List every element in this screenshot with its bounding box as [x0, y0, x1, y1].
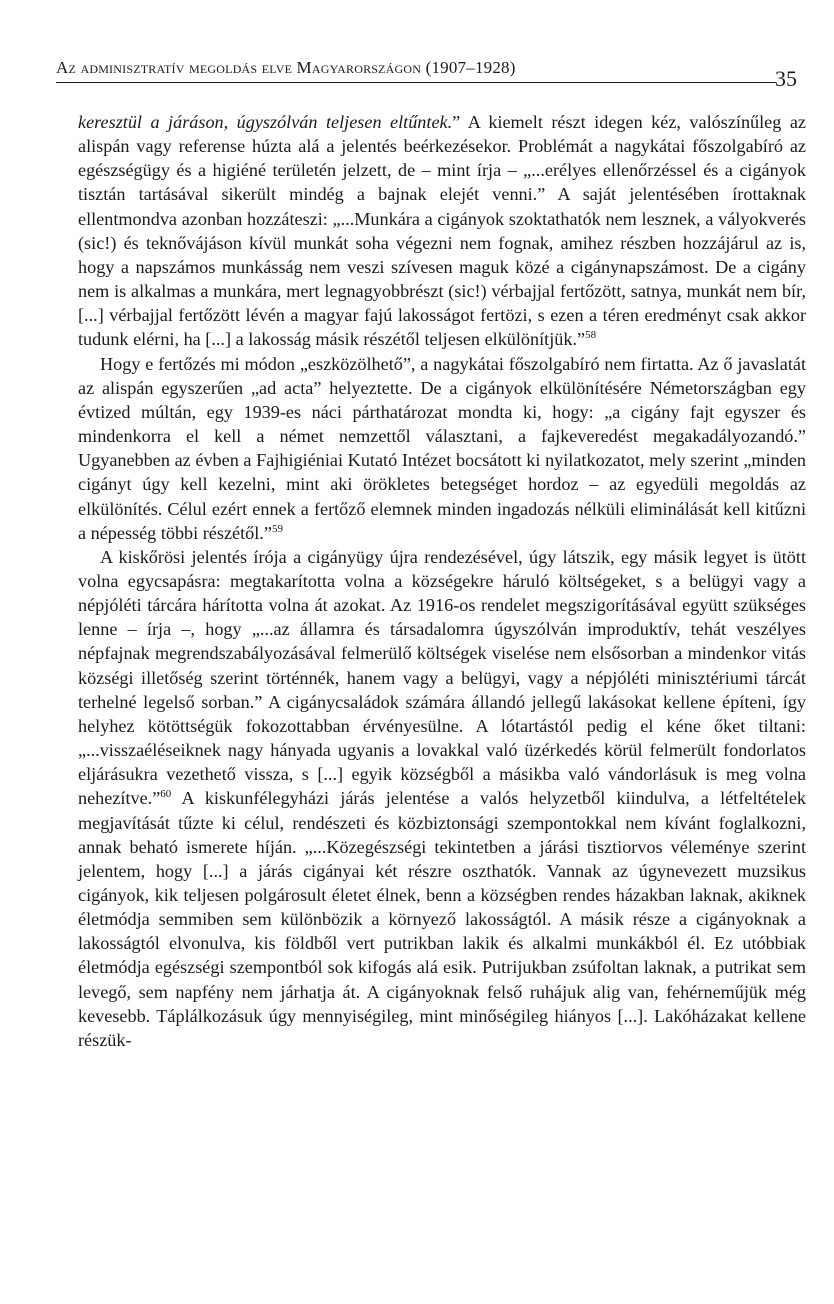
paragraph-text-continued: A kiskunfélegyházi járás jelentése a valós helyzetből kiindulva, a létfeltételek megjavítását tűzte ki célul, rendészeti és közbiztonsági szempontokkal nem kívánt foglalkozni, annak beható ismerete híján. „...Közegészségi tekintetben a járási tisztiorvos véleménye szerint jelentem, hogy [...] a járás cigányai két részre oszthatók. Vannak az úgynevezett muzsikus cigányok, kik teljesen polgárosult életet élnek, benn a községben rendes házakban laknak, akiknek életmódja semmiben sem különbözik a környező lakosságtól. A másik része a cigányoknak a lakosságtól elvonulva, kis földből vert putrikban lakik és alkalmi munkákból él. Ez utóbbiak életmódja egészségi szempontból sok kifogás alá esik. Putrijukban zsúfoltan laknak, a putrikat sem levegő, sem napfény nem járhatja át. A cigányoknak felső ruhájuk alig van, fehérneműjük még kevesebb. Táplálkozásuk úgy mennyiségileg, mint minőségileg hiányos [...]. Lakóházakat kellene részük- — [78, 788, 806, 1050]
paragraph-text: A kiskőrösi jelentés írója a cigányügy újra rendezésével, úgy látszik, egy másik legyet is ütött volna egycsapásra: megtakarította volna a községekre háruló költségeket, s a belügyi vagy a népjóléti tárcára hárította volna át azokat. Az 1916-os rendelet megszigorításával együtt szükséges lenne – írja –, hogy „...az államra és társadalomra úgyszólván improduktív, tehát veszélyes népfajnak megrendszabályozásával felmerülő költségek viselése nem elsősorban a mindenkor vitás községi illetőség szerint történnék, hanem vagy a belügyi, vagy a népjóléti minisztériumi tárcát terhelné legelső sorban.” A cigánycsaládok számára állandó jellegű lakásokat kellene építeni, így helyhez kötöttségük fokozottabban érvényesülne. A lótartástól pedig el kéne őket tiltani: „...visszaéléseiknek nagy hányada ugyanis a lovakkal való üzérkedés körül felmerült fondorlatos eljárásukra vezethető vissza, s [...] egyik községből a másikba való vándorlásuk is meg volna nehezítve.” — [78, 546, 806, 809]
footnote-ref-58: 58 — [585, 329, 597, 342]
paragraph-2 — [78, 352, 806, 545]
running-title: Az adminisztratív megoldás elve Magyarországon (1907–1928) — [56, 58, 516, 77]
body-text — [78, 110, 806, 1052]
footnote-ref-60: 60 — [160, 788, 172, 801]
page-number: 35 — [775, 66, 797, 91]
footnote-ref-59: 59 — [271, 522, 283, 535]
paragraph-text: ” A kiemelt részt idegen kéz, valószínűleg az alispán vagy referense húzta alá a jelentés beérkezésekor. Problémát a nagykátai főszolgabíró az egészségügy és a higiéné területén jelzett, de – mint írja – „...erélyes ellenőrzéssel és a cigányok tisztán tartásával sikerült mindég a bajnak elejét venni.” A saját jelentésében írottaknak ellentmondva azonban hozzáteszi: „...Munkára a cigányok szoktathatók nem lesznek, a vályokverés (sic!) és teknővájáson kívül munkát soha végezni nem fognak, amihez részben hozzájárul az is, hogy a napszámos munkásság nem veszi szívesen maguk közé a cigánynapszámost. De a cigány nem is alkalmas a munkára, mert legnagyobbrészt (sic!) vérbajjal fertőzött, satnya, munkát nem bír, [...] vérbajjal fertőzött lévén a magyar fajú lakosságot fertözi, s ezen a téren eredményt csak akkor tudunk elérni, ha [...] a lakosság másik részétől teljesen elkülönítjük.” — [78, 112, 806, 350]
italic-quote: keresztül a járáson, úgyszólván teljesen eltűntek. — [78, 112, 453, 132]
running-header — [56, 58, 776, 83]
paragraph-text: Hogy e fertőzés mi módon „eszközölhető”, a nagykátai főszolgabíró nem firtatta. Az ő javaslatát az alispán egyszerűen „ad acta” helyeztette. De a cigányok elkülönítésére Németországban egy évtized múltán, egy 1939-es náci párthatározat mondta ki, hogy: „a cigány fajt egyszer és mindenkorra el kell a német nemzettől választani, a fajkeveredést megakadályozandó.” Ugyanebben az évben a Fajhigiéniai Kutató Intézet bocsátott ki nyilatkozatot, mely szerint „minden cigányt úgy kell kezelni, mint aki örökletes betegséget hordoz – az egyedüli megoldás az elkülönítés. Célul ezért ennek a fertőző elemnek minden ingadozás nélküli eliminálását kell kitűzni a népesség többi részétől.” — [78, 353, 806, 543]
paragraph-1 — [78, 110, 806, 352]
paragraph-3 — [78, 545, 806, 1052]
